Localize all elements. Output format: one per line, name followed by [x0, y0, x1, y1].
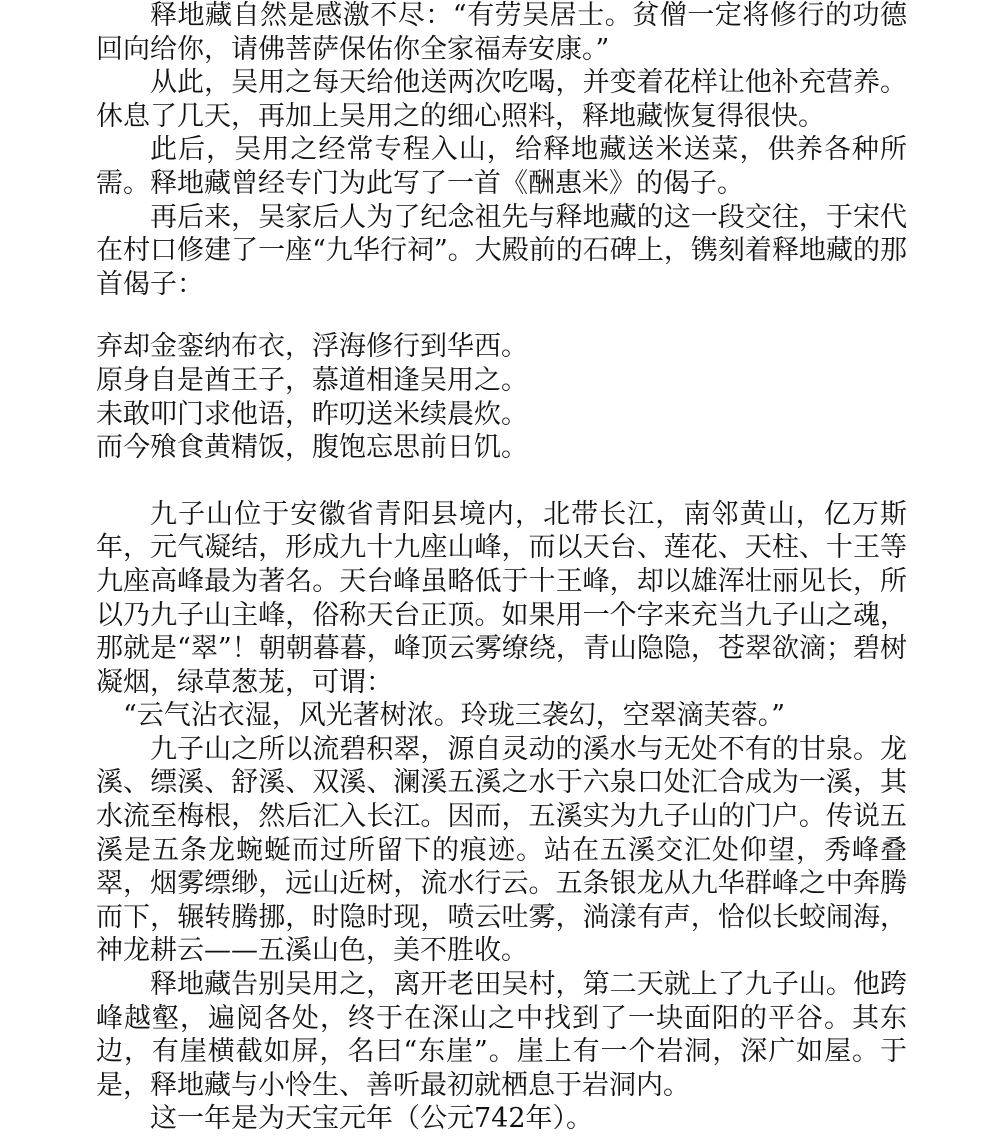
poem-line: 而今飱食黄精饭，腹饱忘思前日饥。: [96, 432, 528, 464]
paragraph-daily-care: 从此，吴用之每天给他送两次吃喝，并变着花样让他补充营养。休息了几天，再加上吴用之的细心照料，释地藏恢复得很快。: [96, 67, 907, 132]
quote-verse: “云气沾衣湿，风光著树浓。玲珑三袭幻，空翠滴芙蓉。”: [123, 700, 786, 732]
paragraph-five-streams: 九子山之所以流碧积翠，源自灵动的溪水与无处不有的甘泉。龙溪、缥溪、舒溪、双溪、澜溪五溪之水于六泉口处汇合成为一溪，其水流至梅根，然后汇入长江。因而，五溪实为九子山的门户。传说五溪是五条龙蜿蜒而过所留下的痕迹。站在五溪交汇处仰望，秀峰叠翠，烟雾缥缈，远山近树，流水行云。五条银龙从九华群峰之中奔腾而下，辗转腾挪，时隐时现，喷云吐雾，淌漾有声，恰似长蛟闹海，神龙耕云——五溪山色，美不胜收。: [96, 733, 907, 967]
paragraph-east-cliff: 释地藏告别吴用之，离开老田吴村，第二天就上了九子山。他跨峰越壑，遍阅各处，终于在深山之中找到了一块面阳的平谷。其东边，有崖横截如屏，名曰“东崖”。崖上有一个岩洞，深广如屋。于是，释地藏与小怜生、善听最初就栖息于岩洞内。: [96, 969, 907, 1101]
paragraph-tianbao-year: 这一年是为天宝元年（公元742年）。: [150, 1103, 594, 1135]
paragraph-gratitude: 释地藏自然是感激不尽：“有劳吴居士。贫僧一定将修行的功德回向给你，请佛菩萨保佑你全家福寿安康。”: [96, 0, 907, 65]
poem-line: 未敢叩门求他语，昨叨送米续晨炊。: [96, 398, 528, 430]
paragraph-shrine: 再后来，吴家后人为了纪念祖先与释地藏的这一段交往，于宋代在村口修建了一座“九华行祠”。大殿前的石碑上，镌刻着释地藏的那首偈子：: [96, 201, 907, 300]
paragraph-jiuzi-mountain: 九子山位于安徽省青阳县境内，北带长江，南邻黄山，亿万斯年，元气凝结，形成九十九座山峰，而以天台、莲花、天柱、十王等九座高峰最为著名。天台峰虽略低于十王峰，却以雄浑壮丽见长，所以乃九子山主峰，俗称天台正顶。如果用一个字来充当九子山之魂，那就是“翠”！朝朝暮暮，峰顶云雾缭绕，青山隐隐，苍翠欲滴；碧树凝烟，绿草葱茏，可谓：: [96, 498, 907, 698]
poem-block: [96, 330, 907, 464]
poem-line: 原身自是酋王子，慕道相逢吴用之。: [96, 364, 528, 396]
paragraph-rice-offering: 此后，吴用之经常专程入山，给释地藏送米送菜，供养各种所需。释地藏曾经专门为此写了一首《酬惠米》的偈子。: [96, 134, 907, 199]
poem-line: 弃却金銮纳布衣，浮海修行到华西。: [96, 331, 528, 363]
